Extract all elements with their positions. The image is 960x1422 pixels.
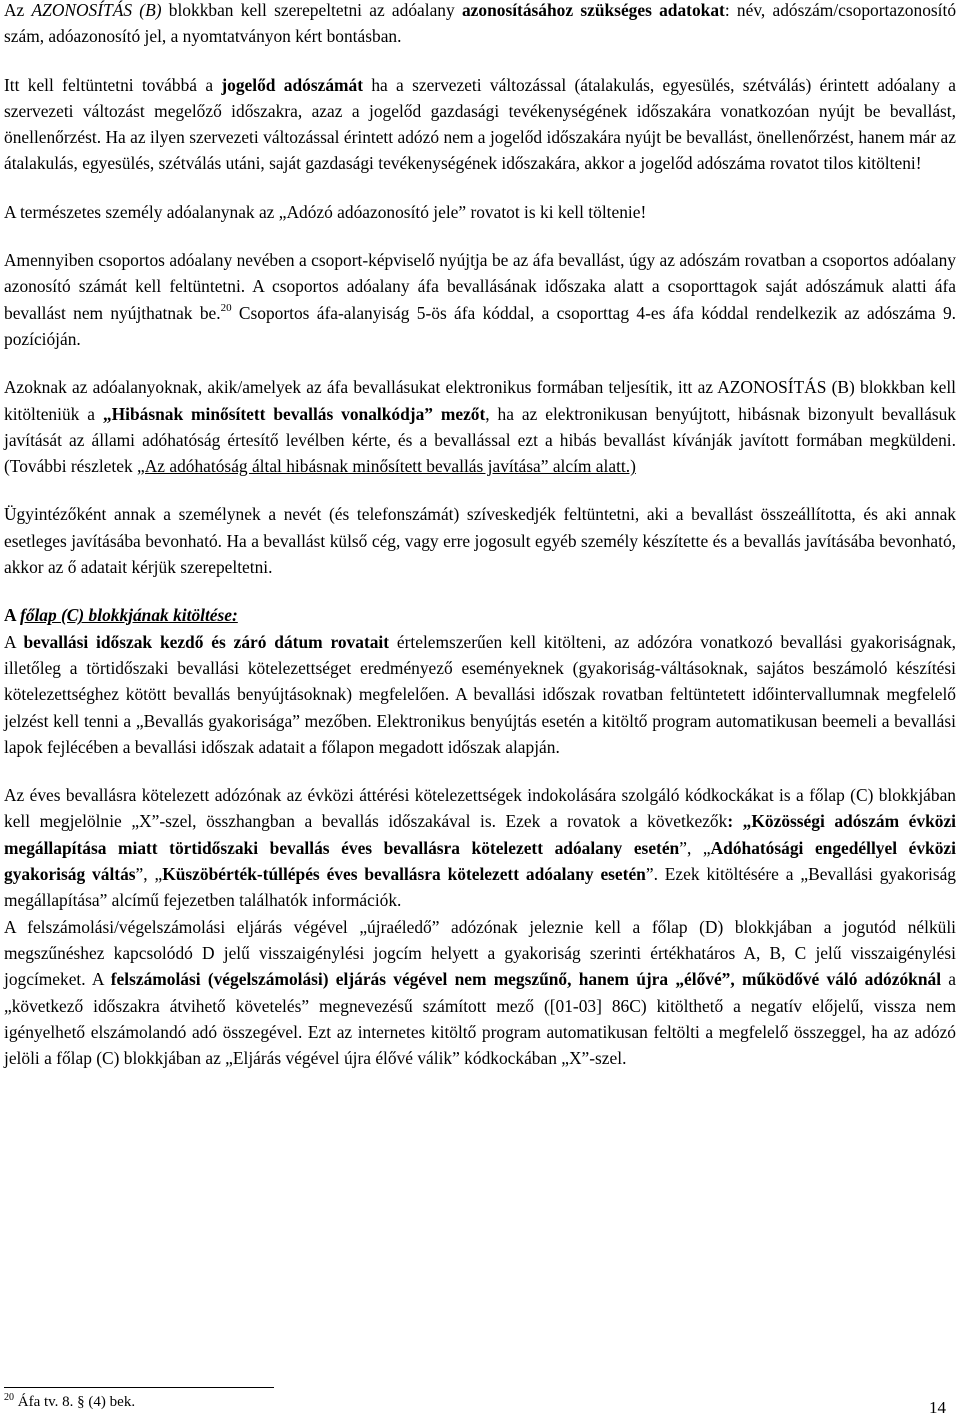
paragraph-identification — [4, 0, 956, 50]
text-bold: Küszöbérték-túllépés éves bevallásra kötelezett adóalany esetén — [162, 864, 646, 885]
text-italic: AZONOSÍTÁS (B) — [31, 0, 162, 20]
footnote-ref: 20 — [220, 301, 232, 314]
paragraph-administrator — [4, 501, 956, 580]
text-bold: jogelőd adószámát — [221, 74, 363, 95]
paragraph-natural-person — [4, 199, 956, 225]
text-bold: bevallási időszak kezdő és záró dátum rovatait — [23, 631, 390, 652]
page-number: 14 — [929, 1398, 946, 1417]
document-body — [4, 0, 956, 1071]
text: a „következő időszakra átvihető követelés” megnevezésű számított mező ([01-03] 86C) kitölthető a negatív előjelű, vissza nem igényelhető elszámolandó adó összegével. Ezt az internetes kitöltő program automatikusan feltölti a megfelelő összeggel, ha az adózó jelöli a főlap (C) blokkjában az „Eljárás végével újra élővé válik” kódkockában „X”-szel. — [4, 969, 956, 1069]
text: Azoknak az adóalanyoknak, akik/amelyek az áfa bevallásukat elektronikus formában teljesítik, itt az AZONOSÍTÁS (B) blokkban kell kitölteniük a — [4, 377, 956, 424]
text: Amennyiben csoportos adóalany nevében a csoport-képviselő nyújtja be az áfa bevallást, úgy az adószám rovatban a csoportos adóalany azonosító számát kell feltüntetni. A csoportos adóalany áfa bevallásának időszaka alatt a csoporttagok saját adószámuk alatti áfa bevallást nem nyújthatnak be. — [4, 250, 956, 323]
text: ”, „ — [679, 837, 711, 858]
paragraph-predecessor — [4, 72, 956, 177]
section-heading — [4, 602, 956, 628]
text: A természetes személy adóalanynak az „Adózó adóazonosító jele” rovatot is ki kell töltenie! — [4, 201, 647, 222]
text-bold: Adóhatósági engedéllyel évközi gyakoriság váltás — [4, 837, 956, 885]
text: Az éves bevallásra kötelezett adózónak az évközi áttérési kötelezettségek indokolására szolgáló kódkockákat is a főlap (C) blokkjában kell megjelölnie „X”-szel, összhangban a bevallás időszakával is. Ezek a rovatok a következők — [4, 785, 956, 832]
text-bold: : „Közösségi adószám évközi megállapítása miatt törtidőszaki bevallás éves bevallásra kötelezett adóalany esetén — [4, 811, 957, 858]
heading-text: főlap (C) blokkjának kitöltése: — [19, 605, 238, 626]
text: A felszámolási/végelszámolási eljárás végével „újraéledő” adózónak jeleznie kell a főlap (D) blokkjában a jogutód nélküli megszűnéshez kapcsolódó D jelű visszaigénylési jogcím helyett a gyakoriság szerinti értékhatáros A, B, C jelű visszaigénylési jogcímeket. A — [4, 916, 956, 990]
footnote-text: Áfa tv. 8. § (4) bek. — [14, 1394, 136, 1410]
text: ha a szervezeti változással (átalakulás, egyesülés, szétválás) érintett adóalany a szervezeti változást megelőző időszakra, azaz a jogelőd gazdasági tevékenységének időszakára vonatkozóan nyújt be bevallást, önellenőrzést. Ha az ilyen szervezeti változással érintett adózó nem a jogelőd időszakára nyújt be bevallást, önellenőrzést, hanem már az átalakulás, egyesülés, szétválás utáni, saját gazdasági tevékenységének időszakára, akkor a jogelőd adószáma rovatot tilos kitölteni! — [4, 74, 957, 174]
text: , ha az elektronikusan benyújtott, hibásnak bizonyult bevallásuk javítását az állami adóhatóság értesítő levélben kérte, és a bevallással ezt a hibás bevallást kívánják javított formában megküldeni. (További részletek — [4, 403, 957, 477]
paragraph-electronic — [4, 374, 956, 479]
text-bold: „Hibásnak minősített bevallás vonalkódja” mezőt — [102, 403, 486, 424]
text: blokkban kell szerepeltetni az adóalany — [161, 0, 462, 20]
text: A — [4, 631, 24, 652]
footnote-number: 20 — [4, 1392, 14, 1403]
cross-reference: „Az adóhatóság által hibásnak minősített bevallás javítása” alcím alatt.) — [137, 456, 636, 477]
footnote — [4, 1393, 135, 1411]
paragraph-annual — [4, 782, 956, 913]
text: : név, adószám/csoportazonosító szám, adóazonosító jel, a nyomtatványon kért bontásban. — [4, 0, 957, 47]
text-bold: azonosításához szükséges adatokat — [461, 0, 725, 20]
footnote-separator — [4, 1387, 274, 1388]
text: ”, „ — [135, 864, 163, 885]
text: Az — [4, 0, 32, 20]
paragraph-group-taxpayer — [4, 247, 956, 352]
text: Csoportos áfa-alanyiság 5-ös áfa kóddal, a csoporttag 4-es áfa kóddal rendelkezik az adószáma 9. pozícióján. — [4, 302, 956, 349]
text: Ügyintézőként annak a személynek a nevét (és telefonszámát) szíveskedjék feltüntetni, aki a bevallást összeállította, és aki annak esetleges javításába bevonható. Ha a bevallást külső cég, vagy erre jogosult egyéb személy készítette és a bevallás javításába bevonható, akkor az ő adatait kérjük szerepeltetni. — [4, 504, 956, 578]
text-bold: felszámolási (végelszámolási) eljárás végével nem megszűnő, hanem újra „élővé”, működővé váló adózóknál — [110, 969, 942, 990]
paragraph-period — [4, 629, 956, 760]
heading-prefix: A — [4, 605, 20, 626]
paragraph-liquidation — [4, 914, 956, 1072]
text: Itt kell feltüntetni továbbá a — [4, 74, 222, 95]
text: ”. Ezek kitöltésére a „Bevallási gyakoriság megállapítása” alcímű fejezetben találhatók információk. — [4, 864, 956, 911]
text: értelemszerűen kell kitölteni, az adózóra vonatkozó bevallási gyakoriságnak, illetőleg a törtidőszaki bevallási kötelezettséget eredményező eseményeknek (gyakoriság-váltásoknak, sajátos beszámoló készítési kötelezettséghez kötött bevallás benyújtásoknak) megfelelően. A bevallási időszak rovatban feltüntetett időintervallumnak megfelelő jelzést kell tenni a „Bevallás gyakorisága” mezőben. Elektronikus benyújtás esetén a kitöltő program automatikusan beemeli a bevallási lapok fejlécében a bevallási időszak adatait a főlapon megadott időszak alapján. — [4, 631, 956, 757]
